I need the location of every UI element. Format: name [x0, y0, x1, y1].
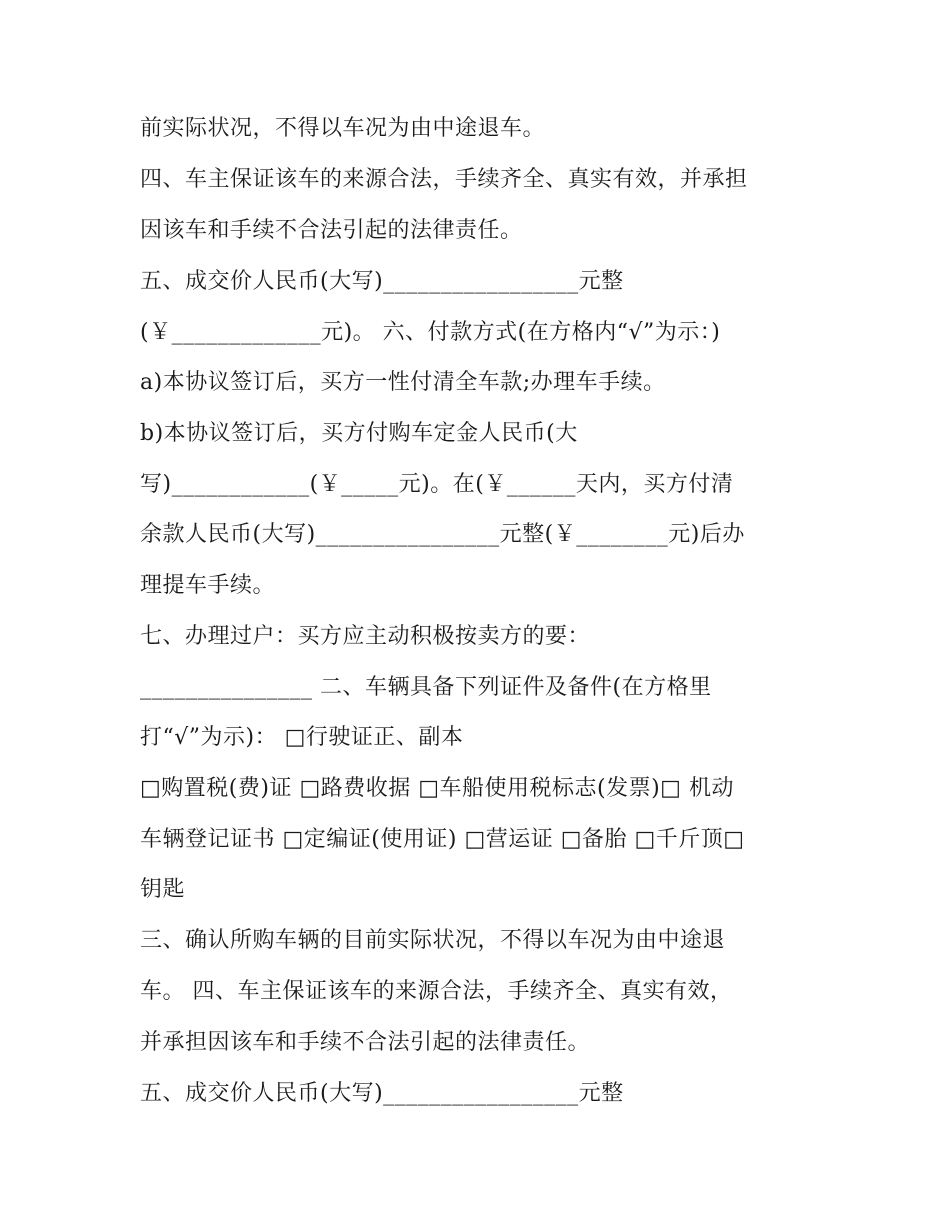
- text-line: 打“√”为示)： □行驶证正、副本: [140, 725, 464, 750]
- text-line: 车辆登记证书 □定编证(使用证) □营运证 □备胎 □千斤顶□: [140, 827, 745, 852]
- text-line: 钥匙: [140, 877, 186, 902]
- text-line: a)本协议签订后，买方一性付清全车款;办理车手续。: [140, 370, 666, 395]
- text-line: _______________ 二、车辆具备下列证件及备件(在方格里: [140, 675, 712, 700]
- text-line: 余款人民币(大写)________________元整(￥________元)后办: [140, 522, 745, 547]
- text-line: □购置税(费)证 □路费收据 □车船使用税标志(发票)□ 机动: [140, 776, 734, 801]
- text-line: 五、成交价人民币(大写)_________________元整: [140, 1081, 624, 1106]
- text-line: 四、车主保证该车的来源合法，手续齐全、真实有效，并承担: [140, 167, 748, 192]
- text-line: 七、办理过户：买方应主动积极按卖方的要：: [140, 624, 591, 649]
- text-line: 三、确认所购车辆的目前实际状况，不得以车况为由中途退: [140, 928, 726, 953]
- text-line: b)本协议签订后，买方付购车定金人民币(大: [140, 421, 578, 446]
- text-line: 前实际状况，不得以车况为由中途退车。: [140, 116, 546, 141]
- text-line: 写)____________(￥_____元)。在(￥______天内，买方付清: [140, 472, 734, 497]
- text-line: 并承担因该车和手续不合法引起的法律责任。: [140, 1030, 591, 1055]
- text-line: 五、成交价人民币(大写)_________________元整: [140, 269, 624, 294]
- text-line: 车。 四、车主保证该车的来源合法，手续齐全、真实有效，: [140, 979, 733, 1004]
- text-line: 理提车手续。: [140, 573, 276, 598]
- text-line: 因该车和手续不合法引起的法律责任。: [140, 218, 523, 243]
- text-line: (￥_____________元)。 六、付款方式(在方格内“√”为示：): [140, 320, 721, 345]
